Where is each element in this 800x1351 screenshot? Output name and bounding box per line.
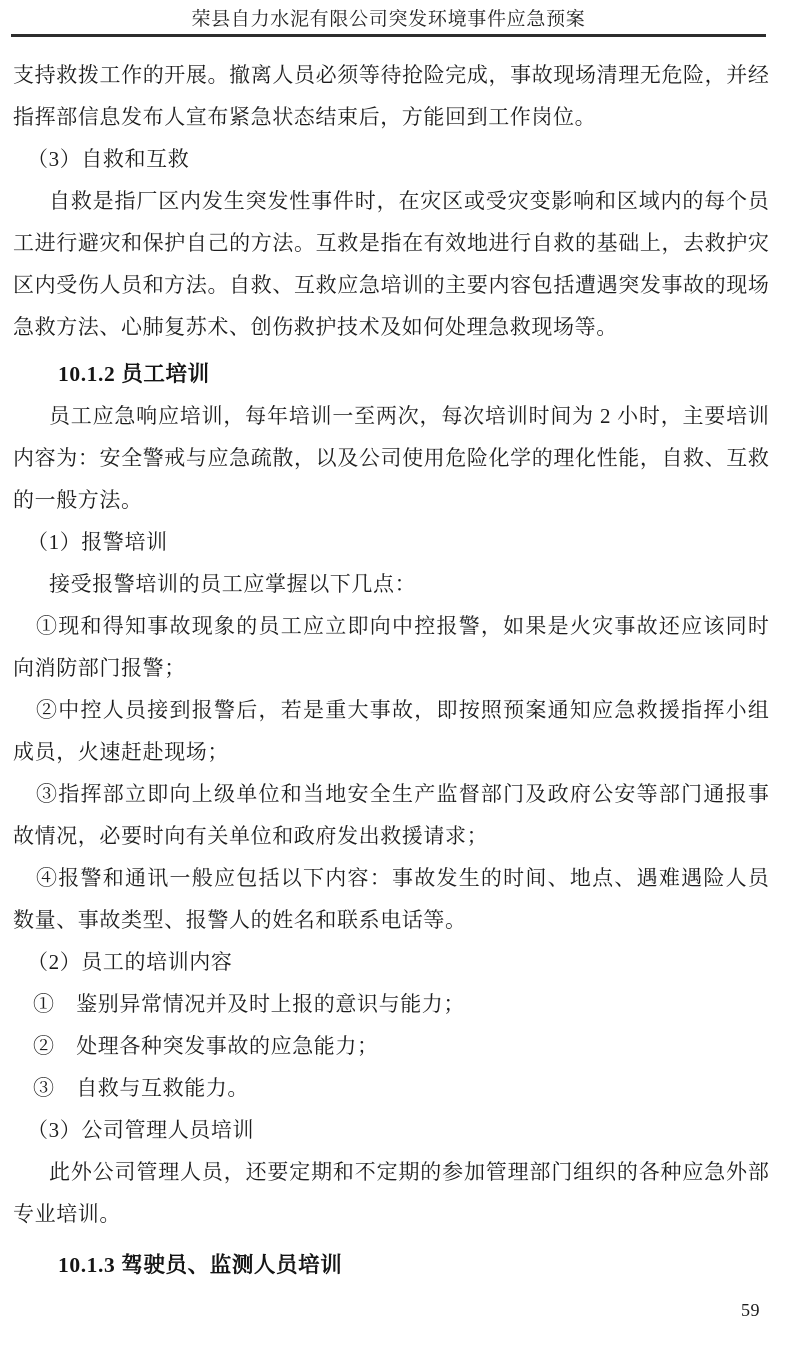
section-heading: 10.1.3 驾驶员、监测人员培训 bbox=[58, 1253, 343, 1277]
numbered-item: ①现和得知事故现象的员工应立即向中控报警，如果是火灾事故还应该同时向消防部门报警； bbox=[13, 614, 770, 680]
subsection-label: （1）报警培训 bbox=[27, 530, 168, 554]
list-item: ② 处理各种突发事故的应急能力； bbox=[33, 1034, 379, 1058]
paragraph: 支持救拨工作的开展。撤离人员必须等待抢险完成，事故现场清理无危险，并经指挥部信息发布人宣布紧急状态结束后，方能回到工作岗位。 bbox=[13, 63, 770, 129]
section-heading: 10.1.2 员工培训 bbox=[58, 362, 210, 386]
paragraph: 此外公司管理人员，还要定期和不定期的参加管理部门组织的各种应急外部专业培训。 bbox=[13, 1160, 770, 1226]
subsection-label: （3）公司管理人员培训 bbox=[27, 1118, 255, 1142]
numbered-item: ④报警和通讯一般应包括以下内容：事故发生的时间、地点、遇难遇险人员数量、事故类型、报警人的姓名和联系电话等。 bbox=[13, 866, 770, 932]
page-number: 59 bbox=[741, 1300, 760, 1320]
numbered-item: ②中控人员接到报警后，若是重大事故，即按照预案通知应急救援指挥小组成员，火速赶赴现场； bbox=[13, 698, 770, 764]
subsection-label: （2）员工的培训内容 bbox=[27, 950, 233, 974]
paragraph: 员工应急响应培训，每年培训一至两次，每次培训时间为 2 小时，主要培训内容为：安全警戒与应急疏散，以及公司使用危险化学的理化性能，自救、互救的一般方法。 bbox=[13, 404, 770, 512]
page-header bbox=[11, 0, 766, 37]
list-item: ③ 自救与互救能力。 bbox=[33, 1076, 249, 1100]
paragraph: 自救是指厂区内发生突发性事件时，在灾区或受灾变影响和区域内的每个员工进行避灾和保护自己的方法。互救是指在有效地进行自救的基础上，去救护灾区内受伤人员和方法。自救、互救应急培训的主要内容包括遭遇突发事故的现场急救方法、心肺复苏术、创伤救护技术及如何处理急救现场等。 bbox=[13, 189, 770, 339]
list-item: ① 鉴别异常情况并及时上报的意识与能力； bbox=[33, 992, 465, 1016]
document-body bbox=[13, 54, 770, 1286]
paragraph: 接受报警培训的员工应掌握以下几点： bbox=[49, 572, 417, 596]
header-title: 荣县自力水泥有限公司突发环境事件应急预案 bbox=[191, 9, 586, 30]
subsection-label: （3）自救和互救 bbox=[27, 147, 190, 171]
numbered-item: ③指挥部立即向上级单位和当地安全生产监督部门及政府公安等部门通报事故情况，必要时向有关单位和政府发出救援请求； bbox=[13, 782, 770, 848]
